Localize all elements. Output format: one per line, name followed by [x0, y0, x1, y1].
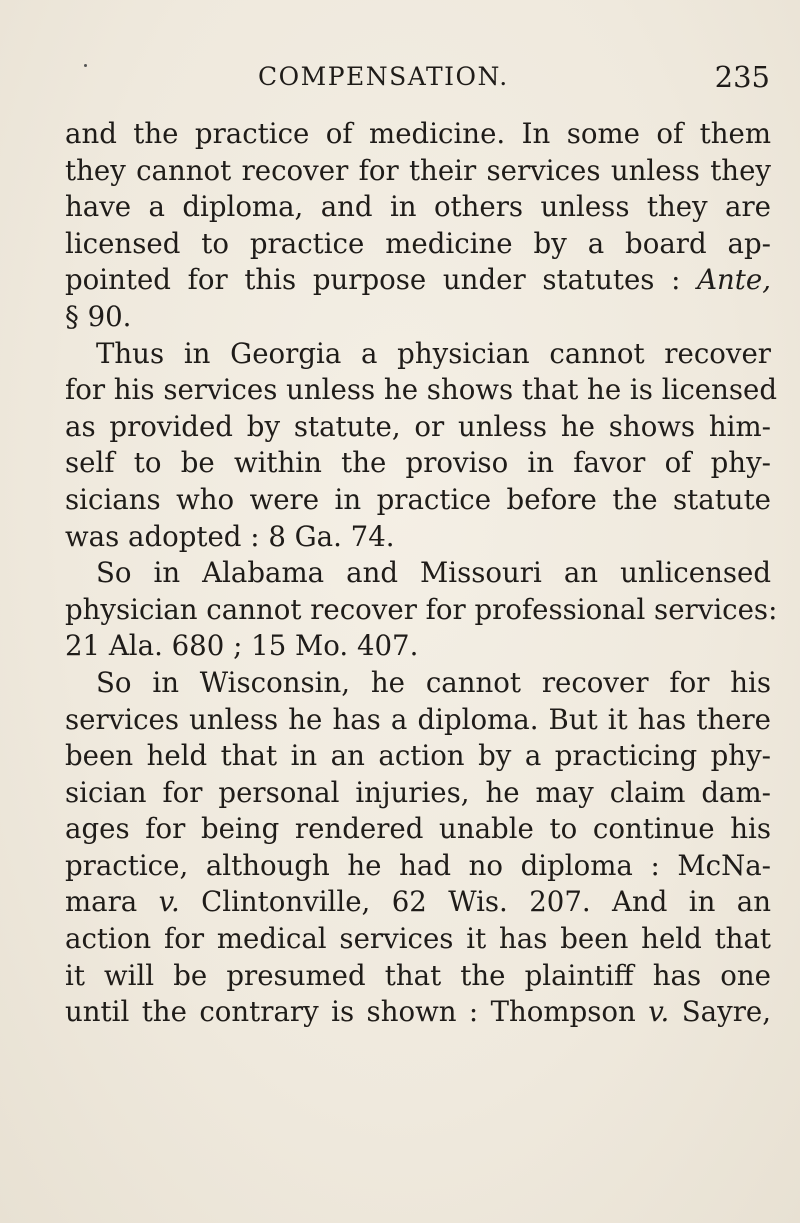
text-line: for his services unless he shows that he is licensed — [65, 373, 778, 407]
text-line: 21 Ala. 680 ; 15 Mo. 407. — [65, 629, 419, 663]
text-line: services unless he has a diploma. But it has there — [65, 702, 771, 736]
text-segment: Clintonville, 62 Wis. 207. And in an — [179, 885, 771, 919]
italic-ante: Ante, — [697, 263, 771, 297]
text-line — [65, 884, 771, 921]
text-line: self to be within the proviso in favor of phy- — [65, 446, 771, 480]
running-head: COMPENSATION. — [258, 62, 509, 91]
text-line: they cannot recover for their services unless they — [65, 153, 771, 187]
italic-versus: v. — [158, 885, 180, 919]
body-text — [65, 116, 778, 1031]
text-line: So in Wisconsin, he cannot recover for his — [96, 665, 771, 699]
page-header — [258, 62, 770, 102]
text-line: practice, although he had no diploma : McNa- — [65, 848, 771, 882]
text-line: it will be presumed that the plaintiff has one — [65, 958, 771, 992]
text-line: § 90. — [65, 299, 132, 333]
text-line: licensed to practice medicine by a board ap- — [65, 226, 771, 260]
text-line: as provided by statute, or unless he shows him- — [65, 409, 771, 443]
ink-speck — [84, 64, 87, 67]
text-line: action for medical services it has been held that — [65, 922, 771, 956]
text-line: and the practice of medicine. In some of them — [65, 117, 771, 150]
text-line: So in Alabama and Missouri an unlicensed — [96, 556, 771, 590]
text-line: sician for personal injuries, he may claim dam- — [65, 775, 771, 809]
page-number: 235 — [714, 60, 770, 94]
text-line — [65, 994, 771, 1031]
text-segment: mara — [65, 885, 159, 919]
text-line — [65, 262, 771, 299]
text-line: Thus in Georgia a physician cannot recover — [96, 336, 771, 370]
text-line: have a diploma, and in others unless they are — [65, 190, 771, 224]
text-line: ages for being rendered unable to continue his — [65, 812, 771, 846]
text-line: was adopted : 8 Ga. 74. — [65, 519, 395, 553]
italic-versus: v. — [648, 995, 670, 1029]
text-segment: pointed for this purpose under statutes : — [65, 263, 698, 297]
text-segment: Sayre, — [669, 995, 771, 1029]
text-line: physician cannot recover for professional services: — [65, 592, 778, 626]
text-line: sicians who were in practice before the statute — [65, 482, 771, 516]
text-segment: until the contrary is shown : Thompson — [65, 995, 649, 1029]
text-line: been held that in an action by a practicing phy- — [65, 739, 771, 773]
